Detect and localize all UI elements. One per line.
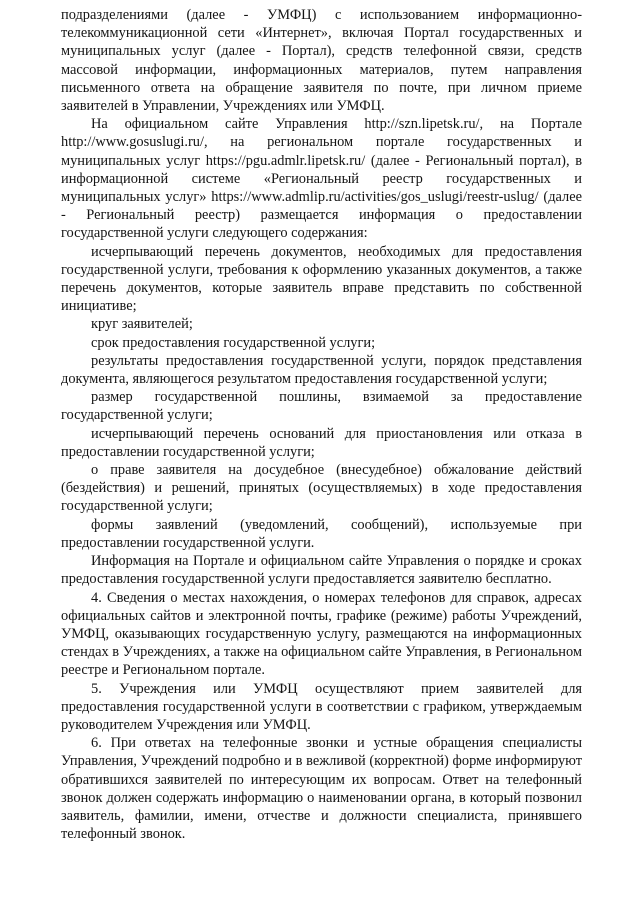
list-item-appeal: о праве заявителя на досудебное (внесудебное) обжалование действий (бездействия) и решений, принятых (осуществляемых) в ходе предоставления государственной услуги;	[61, 462, 582, 515]
paragraph-free-information: Информация на Портале и официальном сайте Управления о порядке и сроках предоставления государственной услуги предоставляется заявителю бесплатно.	[61, 553, 582, 588]
paragraph-continuation: подразделениями (далее - УМФЦ) с использованием информационно-телекоммуникационной сети «Интернет», включая Портал государственных и муниципальных услуг (далее - Портал), средств телефонной связи, средств массовой информации, информационных материалов, путем направления письменного ответа на обращение заявителя по почте, при личном приеме заявителей в Управлении, Учреждениях или УМФЦ.	[61, 7, 582, 115]
list-item-forms: формы заявлений (уведомлений, сообщений), используемые при предоставлении государственной услуги.	[61, 516, 582, 551]
list-item-fee: размер государственной пошлины, взимаемой за предоставление государственной услуги;	[61, 389, 582, 424]
document-page	[61, 0, 582, 905]
list-item-term: срок предоставления государственной услуги;	[91, 334, 376, 351]
list-item-documents: исчерпывающий перечень документов, необходимых для предоставления государственной услуги, требования к оформлению указанных документов, а также перечень документов, которые заявитель вправе представить по собственной инициативе;	[61, 243, 582, 315]
paragraph-section-6: 6. При ответах на телефонные звонки и устные обращения специалисты Управления, Учреждений подробно и в вежливой (корректной) форме информируют обратившихся заявителей по интересующим их вопросам. Ответ на телефонный звонок должен содержать информацию о наименовании органа, в который позвонил заявитель, фамилии, имени, отчестве и должности специалиста, принявшего телефонный звонок.	[61, 735, 582, 843]
paragraph-section-5: 5. Учреждения или УМФЦ осуществляют прием заявителей для предоставления государственной услуги в соответствии с графиком, утверждаемым руководителем Учреждения или УМФЦ.	[61, 680, 582, 733]
paragraph-section-4: 4. Сведения о местах нахождения, о номерах телефонов для справок, адресах официальных сайтов и электронной почты, графике (режиме) работы Учреждений, УМФЦ, оказывающих государственную услугу, размещаются на информационных стендах в Учреждениях, а также на официальном сайте Управления, в Региональном реестре и Региональном портале.	[61, 589, 582, 679]
list-item-refusal-grounds: исчерпывающий перечень оснований для приостановления или отказа в предоставлении государственной услуги;	[61, 425, 582, 460]
paragraph-official-sites: На официальном сайте Управления http://szn.lipetsk.ru/, на Портале http://www.gosuslugi.ru/, на региональном портале государственных и муниципальных услуг https://pgu.admlr.lipetsk.ru/ (далее - Региональный портал), в информационной системе «Региональный реестр государственных и муниципальных услуг» https://www.admlip.ru/activities/gos_uslugi/reestr-uslug/ (далее - Региональный реестр) размещается информация о предоставлении государственной услуги следующего содержания:	[61, 116, 582, 242]
list-item-applicants: круг заявителей;	[91, 316, 193, 333]
list-item-results: результаты предоставления государственной услуги, порядок представления документа, являющегося результатом предоставления государственной услуги;	[61, 352, 582, 388]
